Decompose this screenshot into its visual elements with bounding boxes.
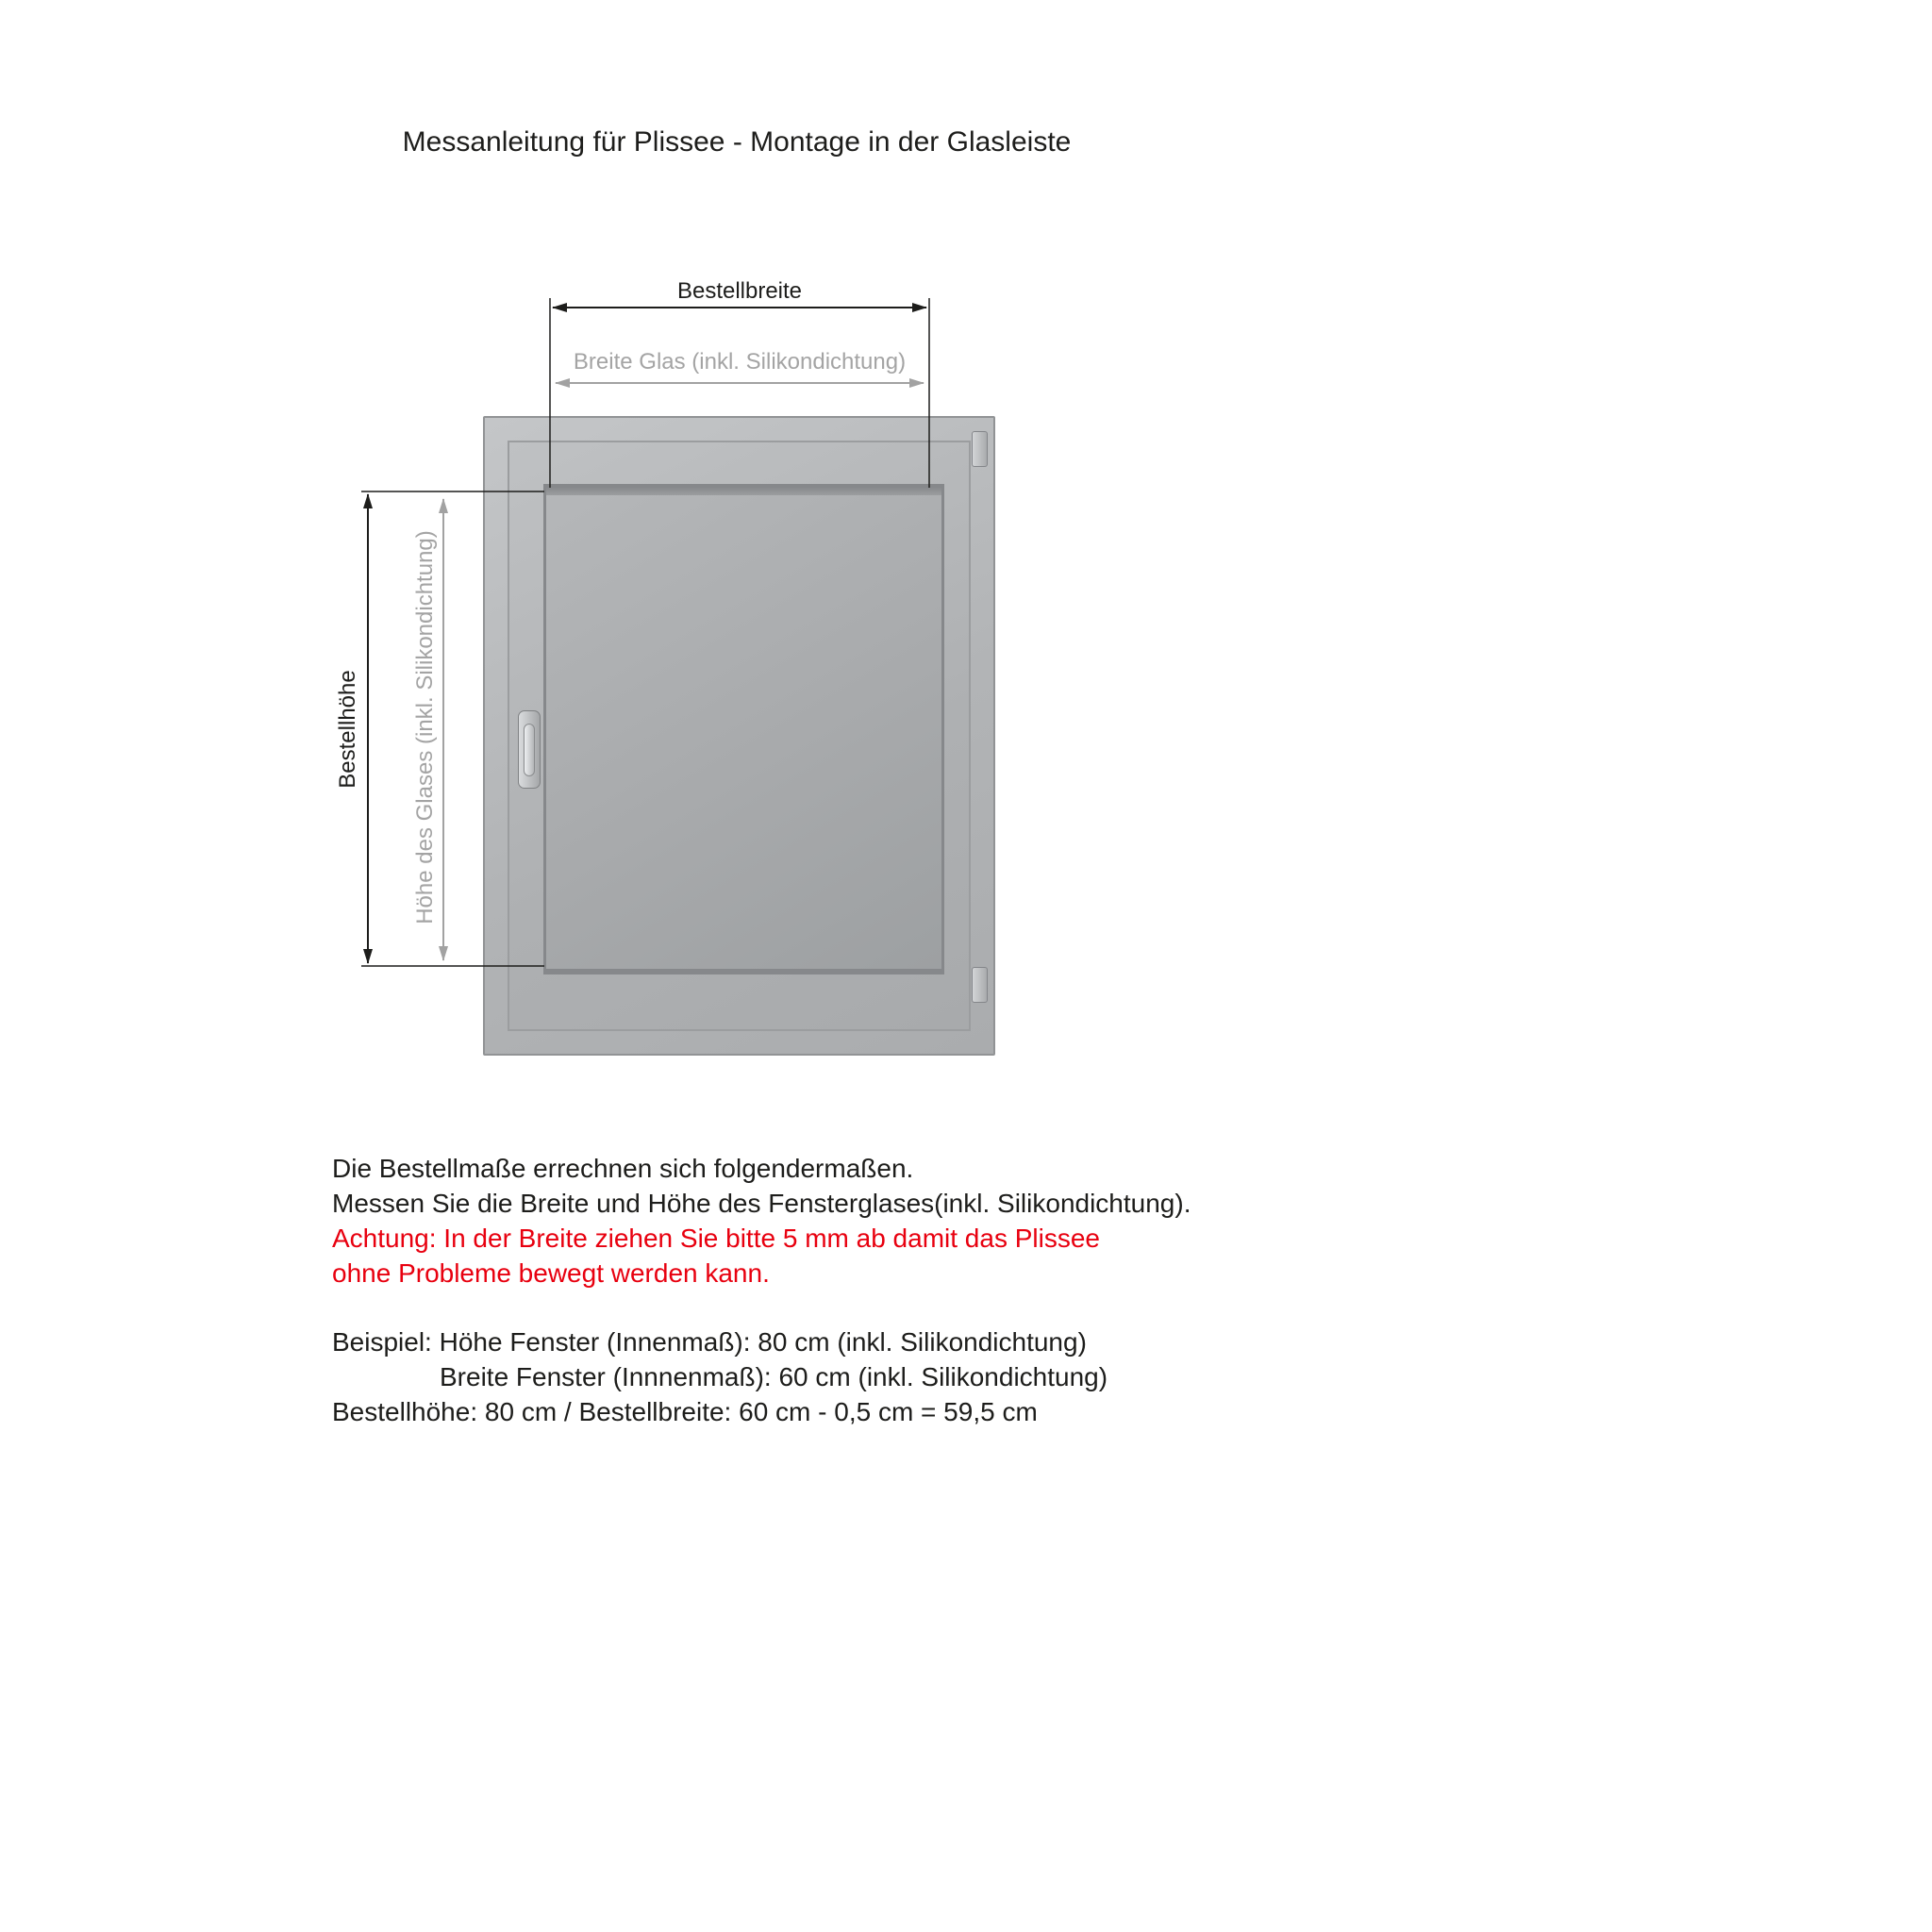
instructions-block: [332, 1151, 1191, 1429]
text-spacer: [332, 1291, 1191, 1324]
label-bestellhoehe: Bestellhöhe: [335, 670, 360, 789]
label-bestellbreite: Bestellbreite: [676, 278, 803, 304]
label-hoehe-glas: Höhe des Glases (inkl. Silikondichtung): [412, 530, 438, 924]
page-title: Messanleitung für Plissee - Montage in der Glasleiste: [402, 126, 1072, 158]
window-frame: [483, 416, 995, 1056]
hinge-bottom: [972, 967, 988, 1003]
hinge-top: [972, 431, 988, 467]
window-handle: [518, 710, 541, 789]
window-handle-lever: [524, 724, 535, 776]
window-glass: [543, 484, 944, 974]
instructions-intro-line2: Messen Sie die Breite und Höhe des Fensterglases(inkl. Silikondichtung).: [332, 1189, 1191, 1218]
label-breite-glas: Breite Glas (inkl. Silikondichtung): [573, 349, 907, 375]
example-line1: Beispiel: Höhe Fenster (Innenmaß): 80 cm (inkl. Silikondichtung): [332, 1327, 1087, 1357]
instructions-warning-line1: Achtung: In der Breite ziehen Sie bitte 5 mm ab damit das Plissee: [332, 1224, 1100, 1253]
example-line2: Breite Fenster (Innnenmaß): 60 cm (inkl. Silikondichtung): [440, 1362, 1108, 1391]
example-line3: Bestellhöhe: 80 cm / Bestellbreite: 60 cm - 0,5 cm = 59,5 cm: [332, 1397, 1038, 1426]
instructions-warning-line2: ohne Probleme bewegt werden kann.: [332, 1258, 770, 1288]
instructions-intro-line1: Die Bestellmaße errechnen sich folgendermaßen.: [332, 1154, 914, 1183]
silicone-seal-strip: [546, 487, 941, 495]
